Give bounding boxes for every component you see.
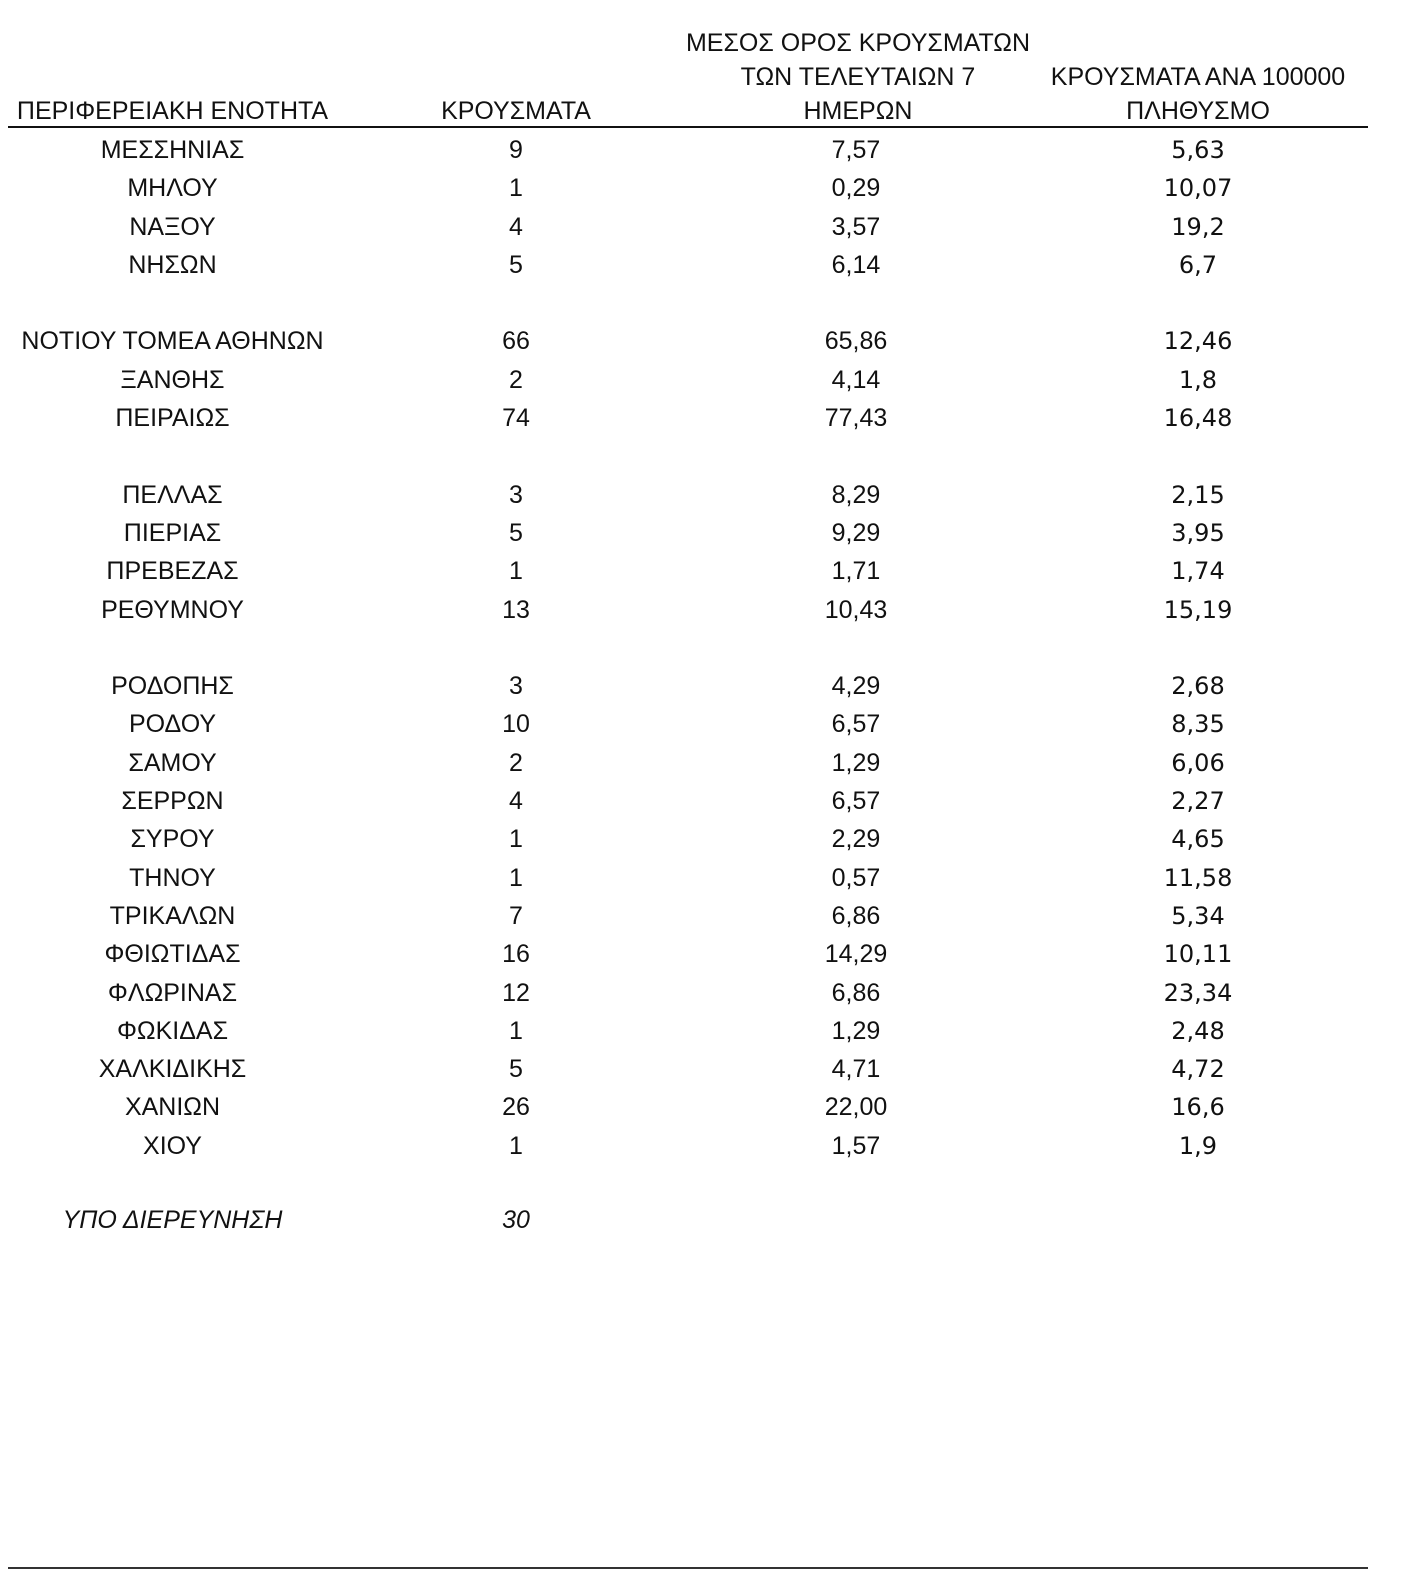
region-cell: ΤΗΝΟΥ <box>129 863 216 892</box>
region-cell: ΤΡΙΚΑΛΩΝ <box>109 901 236 930</box>
region-cell: ΠΕΙΡΑΙΩΣ <box>115 404 230 433</box>
under-investigation-row <box>0 1200 1422 1240</box>
cases-cell: 5 <box>509 1055 523 1084</box>
per100k-cell: 1,8 <box>1178 365 1218 394</box>
under-investigation-label: ΥΠΟ ΔΙΕΡΕΥΝΗΣΗ <box>62 1206 283 1234</box>
region-cell: ΡΟΔΟΥ <box>128 710 217 739</box>
table-row <box>0 935 1422 973</box>
avg7-cell: 4,14 <box>831 365 881 394</box>
avg7-cell: 6,86 <box>831 901 881 930</box>
region-cell: ΞΑΝΘΗΣ <box>120 365 225 394</box>
region-cell: ΧΑΛΚΙΔΙΚΗΣ <box>98 1055 247 1084</box>
table-row <box>0 1127 1422 1165</box>
per100k-cell: 4,72 <box>1171 1055 1225 1084</box>
cases-cell: 4 <box>509 212 523 241</box>
avg7-cell: 1,71 <box>831 557 881 586</box>
table-row <box>0 399 1422 437</box>
avg7-cell: 1,29 <box>831 1016 881 1045</box>
region-cell: ΜΕΣΣΗΝΙΑΣ <box>100 136 245 164</box>
region-cell: ΝΟΤΙΟΥ ΤΟΜΕΑ ΑΘΗΝΩΝ <box>21 327 324 356</box>
cases-cell: 10 <box>502 710 530 739</box>
header-divider <box>8 126 1368 128</box>
cases-cell: 1 <box>509 863 523 892</box>
per100k-cell: 5,63 <box>1171 136 1225 164</box>
cases-cell: 13 <box>502 595 530 624</box>
table-body <box>0 131 1422 1165</box>
table-row <box>0 169 1422 207</box>
per100k-cell: 10,11 <box>1163 940 1233 969</box>
column-header-cases: ΚΡΟΥΣΜΑΤΑ <box>441 97 591 125</box>
per100k-cell: 1,9 <box>1178 1131 1218 1160</box>
avg7-cell: 6,57 <box>831 710 881 739</box>
per100k-cell: 6,7 <box>1178 250 1218 279</box>
cases-cell: 26 <box>502 1093 530 1122</box>
avg7-cell: 1,29 <box>831 748 881 777</box>
per100k-cell: 8,35 <box>1171 710 1225 739</box>
cases-cell: 66 <box>502 327 530 356</box>
per100k-cell: 5,34 <box>1171 901 1225 930</box>
avg7-cell: 77,43 <box>824 404 888 433</box>
region-cell: ΧΑΝΙΩΝ <box>124 1093 221 1122</box>
region-cell: ΜΗΛΟΥ <box>127 174 218 203</box>
cases-cell: 74 <box>502 404 530 433</box>
region-cell: ΝΑΞΟΥ <box>129 212 216 241</box>
avg7-cell: 4,71 <box>831 1055 881 1084</box>
per100k-cell: 2,27 <box>1171 787 1225 816</box>
per100k-cell: 19,2 <box>1171 212 1225 241</box>
per100k-cell: 12,46 <box>1163 327 1233 356</box>
table-row <box>0 1088 1422 1126</box>
avg7-cell: 4,29 <box>831 672 881 701</box>
avg7-cell: 7,57 <box>831 136 881 164</box>
region-cell: ΝΗΣΩΝ <box>128 250 217 279</box>
region-cell: ΣΥΡΟΥ <box>130 825 215 854</box>
table-row <box>0 1050 1422 1088</box>
avg7-cell: 10,43 <box>824 595 888 624</box>
region-cell: ΣΑΜΟΥ <box>128 748 217 777</box>
per100k-cell: 2,68 <box>1171 672 1225 701</box>
column-header-region: ΠΕΡΙΦΕΡΕΙΑΚΗ ΕΝΟΤΗΤΑ <box>16 97 329 125</box>
cases-cell: 1 <box>509 1016 523 1045</box>
cases-cell: 1 <box>509 825 523 854</box>
table-row <box>0 591 1422 629</box>
footer-divider <box>8 1567 1368 1569</box>
cases-cell: 4 <box>509 787 523 816</box>
cases-cell: 2 <box>509 365 523 394</box>
table-row <box>0 897 1422 935</box>
table-header <box>0 0 1422 128</box>
avg7-cell: 6,57 <box>831 787 881 816</box>
table-row <box>0 514 1422 552</box>
cases-cell: 5 <box>509 518 523 547</box>
cases-cell: 3 <box>509 480 523 509</box>
region-cell: ΠΙΕΡΙΑΣ <box>123 518 222 547</box>
under-investigation-cases: 30 <box>502 1206 530 1234</box>
table-row <box>0 246 1422 284</box>
avg7-cell: 3,57 <box>831 212 881 241</box>
per100k-cell: 4,65 <box>1171 825 1225 854</box>
avg7-cell: 8,29 <box>831 480 881 509</box>
per100k-cell: 16,48 <box>1163 404 1233 433</box>
table-row <box>0 705 1422 743</box>
cases-cell: 1 <box>509 174 523 203</box>
avg7-cell: 9,29 <box>831 518 881 547</box>
cases-cell: 3 <box>509 672 523 701</box>
table-row <box>0 744 1422 782</box>
cases-cell: 12 <box>502 978 530 1007</box>
cases-cell: 9 <box>509 136 523 164</box>
cases-cell: 16 <box>502 940 530 969</box>
per100k-cell: 15,19 <box>1163 595 1233 624</box>
region-cell: ΡΟΔΟΠΗΣ <box>111 672 234 701</box>
table-row <box>0 208 1422 246</box>
avg7-cell: 6,14 <box>831 250 881 279</box>
table-row <box>0 361 1422 399</box>
region-cell: ΠΕΛΛΑΣ <box>122 480 223 509</box>
cases-cell: 2 <box>509 748 523 777</box>
region-cell: ΦΘΙΩΤΙΔΑΣ <box>104 940 241 969</box>
avg7-cell: 6,86 <box>831 978 881 1007</box>
avg7-cell: 0,29 <box>831 174 881 203</box>
table-row <box>0 667 1422 705</box>
region-cell: ΦΛΩΡΙΝΑΣ <box>107 978 238 1007</box>
per100k-cell: 23,34 <box>1163 978 1233 1007</box>
per100k-cell: 2,15 <box>1171 480 1225 509</box>
per100k-cell: 2,48 <box>1171 1016 1225 1045</box>
table-row <box>0 322 1422 360</box>
table-row <box>0 1012 1422 1050</box>
per100k-cell: 16,6 <box>1171 1093 1225 1122</box>
cases-cell: 1 <box>509 557 523 586</box>
avg7-cell: 1,57 <box>831 1131 881 1160</box>
region-cell: ΡΕΘΥΜΝΟΥ <box>101 595 244 624</box>
table-row <box>0 476 1422 514</box>
avg7-cell: 22,00 <box>824 1093 888 1122</box>
table-row <box>0 859 1422 897</box>
table-row <box>0 820 1422 858</box>
avg7-cell: 65,86 <box>824 327 888 356</box>
avg7-cell: 2,29 <box>831 825 881 854</box>
per100k-cell: 10,07 <box>1163 174 1233 203</box>
cases-cell: 1 <box>509 1131 523 1160</box>
column-header-7day-average: ΜΕΣΟΣ ΟΡΟΣ ΚΡΟΥΣΜΑΤΩΝ ΤΩΝ ΤΕΛΕΥΤΑΙΩΝ 7 ΗΜΕΡΩΝ <box>685 29 1031 125</box>
per100k-cell: 6,06 <box>1171 748 1225 777</box>
per100k-cell: 3,95 <box>1171 518 1225 547</box>
avg7-cell: 0,57 <box>831 863 881 892</box>
per100k-cell: 1,74 <box>1171 557 1225 586</box>
cases-cell: 7 <box>509 901 523 930</box>
table-row <box>0 974 1422 1012</box>
region-cell: ΣΕΡΡΩΝ <box>121 787 224 816</box>
cases-cell: 5 <box>509 250 523 279</box>
column-header-cases-per-100k: ΚΡΟΥΣΜΑΤΑ ΑΝΑ 100000 ΠΛΗΘΥΣΜΟ <box>1050 63 1346 125</box>
avg7-cell: 14,29 <box>824 940 888 969</box>
region-cell: ΦΩΚΙΔΑΣ <box>116 1016 229 1045</box>
region-cell: ΠΡΕΒΕΖΑΣ <box>106 557 239 586</box>
table-row <box>0 782 1422 820</box>
per100k-cell: 11,58 <box>1163 863 1233 892</box>
table-row <box>0 552 1422 590</box>
table-row <box>0 131 1422 169</box>
region-cell: ΧΙΟΥ <box>143 1131 202 1160</box>
